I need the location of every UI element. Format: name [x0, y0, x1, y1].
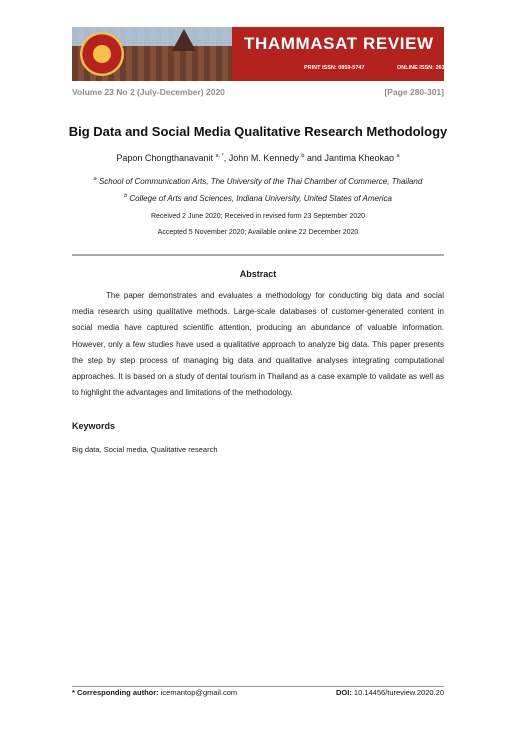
article-title: Big Data and Social Media Qualitative Research Methodology [68, 124, 448, 139]
affiliation-mark: b [124, 193, 128, 199]
author-name: John M. Kennedy [228, 153, 299, 163]
author-affiliation-mark: b [301, 153, 305, 159]
online-issn: ONLINE ISSN: 2630-0303 [397, 65, 462, 71]
header-divider [72, 254, 444, 256]
footer-divider [72, 686, 444, 687]
keywords-body: Big data, Social media, Qualitative research [72, 445, 218, 454]
affiliation-b [60, 193, 456, 203]
journal-title: THAMMASAT REVIEW [244, 34, 434, 53]
keywords-heading: Keywords [72, 421, 116, 431]
affiliation-mark: a [93, 176, 97, 182]
author-separator: , [223, 153, 229, 163]
abstract-body: The paper demonstrates and evaluates a methodology for conducting big data and social media research using qualitative methods. Large-scale databases of customer-generated content in social media have captured scientific attention, producing an abundance of valuable information. However, only a few studies have used a qualitative approach to analyze big data. This paper presents the step by step process of managing big data and qualitative analyses integrating computational approaches. It is based on a study of dental tourism in Thailand as a case example to validate as well as to highlight the advantages and limitations of the methodology. [72, 291, 444, 398]
corresponding-author [72, 688, 237, 697]
corresponding-label: * Corresponding author: [72, 688, 159, 697]
author-list [60, 153, 456, 163]
accepted-dates: Accepted 5 November 2020; Available online 22 December 2020 [157, 229, 359, 236]
author-name: Jantima Kheokao [324, 153, 394, 163]
author-separator: and [304, 153, 325, 163]
print-issn: PRINT ISSN: 0859-5747 [304, 65, 365, 71]
page-range: [Page 280-301] [384, 87, 444, 97]
affiliation-text: School of Communication Arts, The University of the Thai Chamber of Commerce, Thailand [96, 177, 423, 186]
author-name: Papon Chongthanavanit [116, 153, 213, 163]
received-dates: Received 2 June 2020; Received in revised form 23 September 2020 [150, 213, 366, 220]
author-affiliation-mark: a, * [215, 153, 224, 159]
doi [336, 688, 444, 697]
author-affiliation-mark: a [396, 153, 400, 159]
affiliation-text: College of Arts and Sciences, Indiana University, United States of America [127, 194, 392, 203]
volume-info: Volume 23 No 2 (July-December) 2020 [72, 87, 225, 97]
tower-image [172, 29, 196, 51]
affiliation-a [60, 176, 456, 186]
university-seal-logo [80, 32, 124, 76]
corresponding-email[interactable]: icemantop@gmail.com [158, 688, 238, 697]
journal-banner [72, 27, 462, 81]
doi-label: DOI: [335, 688, 352, 697]
abstract-heading: Abstract [239, 269, 277, 279]
doi-value[interactable]: 10.14456/tureview.2020.20 [351, 688, 444, 697]
